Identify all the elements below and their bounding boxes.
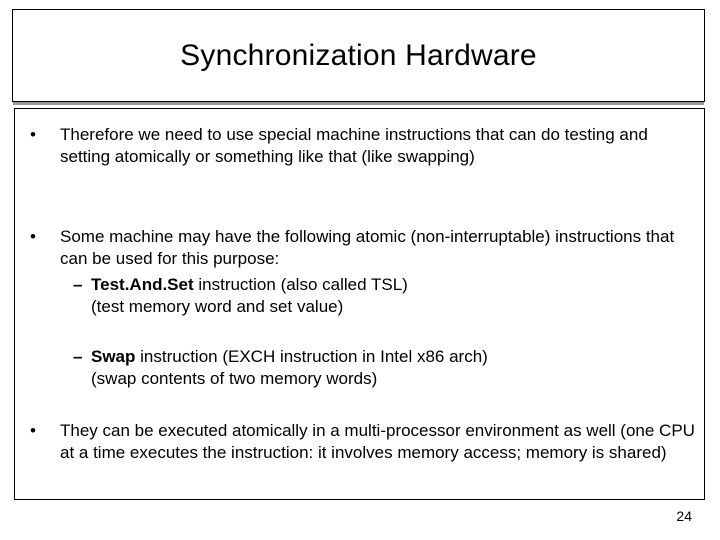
sub-item-test-and-set <box>91 274 691 318</box>
sub-item-line2: (test memory word and set value) <box>91 297 344 316</box>
bullet-text-2: Some machine may have the following atomic (non-interruptable) instructions that can be used for this purpose: <box>60 227 675 268</box>
title-box <box>12 9 705 102</box>
sub-item-line1: instruction (also called TSL) <box>193 275 408 294</box>
sub-item-term: Test.And.Set <box>91 275 194 294</box>
slide-title: Synchronization Hardware <box>180 38 537 72</box>
bullet-marker: • <box>30 125 36 144</box>
sub-item-line1: instruction (EXCH instruction in Intel x86 arch) <box>135 347 488 366</box>
sub-item-line2: (swap contents of two memory words) <box>91 369 378 388</box>
sub-item-term: Swap <box>91 347 136 366</box>
bullet-text-3: They can be executed atomically in a multi-processor environment as well (one CPU at a time executes the instruction: it involves memory access; memory is shared) <box>60 421 695 462</box>
sub-item-marker: – <box>73 275 83 294</box>
sub-item-marker: – <box>73 347 83 366</box>
content-box <box>14 108 705 500</box>
sub-item-swap <box>91 346 691 390</box>
bullet-marker: • <box>30 421 36 440</box>
bullet-text-1: Therefore we need to use special machine instructions that can do testing and setting atomically or something like that (like swapping) <box>60 125 648 166</box>
bullet-marker: • <box>30 227 36 246</box>
page-number: 24 <box>676 508 692 524</box>
